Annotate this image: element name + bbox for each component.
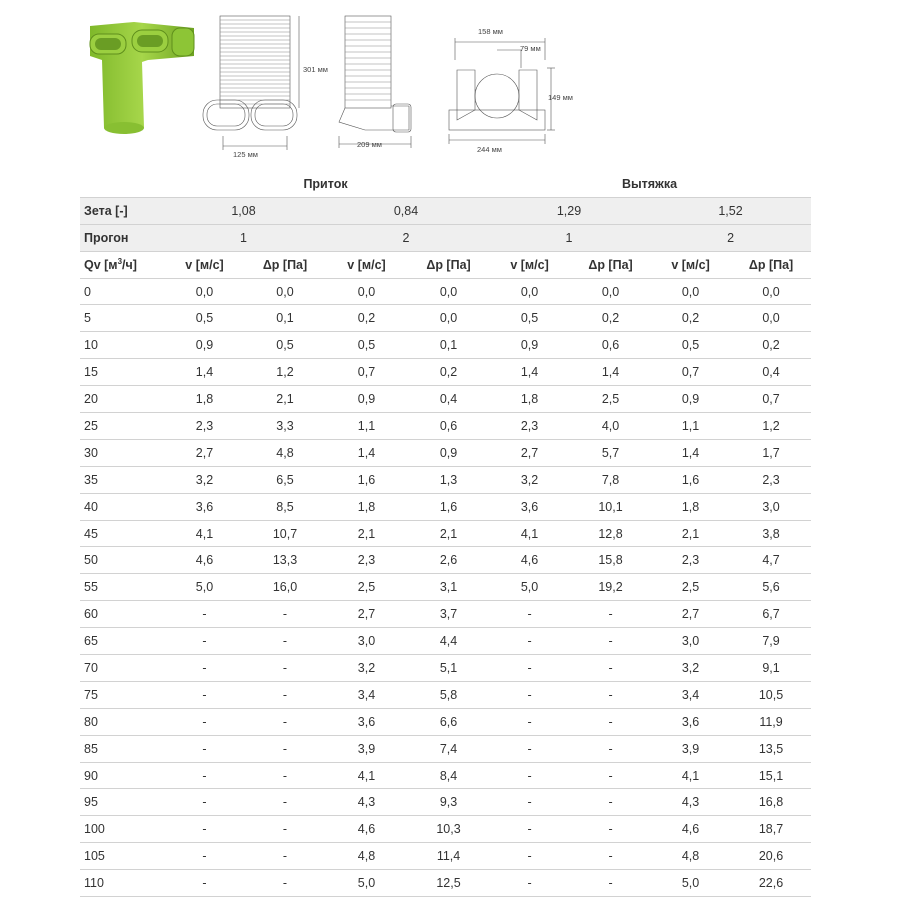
dim-height: 301 мм <box>303 65 328 74</box>
table-cell: 0,9 <box>488 332 571 359</box>
table-row <box>80 305 811 332</box>
table-cell: 19,2 <box>571 574 650 601</box>
table-cell: 2,6 <box>409 547 488 574</box>
table-cell: 2,5 <box>650 574 731 601</box>
column-header: Δp [Па] <box>731 251 811 278</box>
column-header: v [м/с] <box>488 251 571 278</box>
column-header: Δp [Па] <box>571 251 650 278</box>
table-row <box>80 439 811 466</box>
column-header: Δp [Па] <box>246 251 324 278</box>
table-cell: 0,0 <box>731 305 811 332</box>
table-cell: 11,4 <box>409 843 488 870</box>
qv-cell: 45 <box>80 520 163 547</box>
table-cell: 3,2 <box>163 466 246 493</box>
zeta-value: 1,52 <box>650 197 811 224</box>
table-cell: 1,6 <box>324 466 409 493</box>
table-cell: - <box>571 762 650 789</box>
table-cell: 0,2 <box>650 305 731 332</box>
table-cell: - <box>571 655 650 682</box>
table-cell: 3,8 <box>731 520 811 547</box>
table-cell: 0,0 <box>488 278 571 305</box>
table-cell: 1,8 <box>324 493 409 520</box>
performance-table <box>80 171 811 897</box>
progon-value: 2 <box>324 224 488 251</box>
table-cell: 3,4 <box>650 681 731 708</box>
table-cell: 0,2 <box>409 359 488 386</box>
table-cell: 0,7 <box>650 359 731 386</box>
table-row <box>80 681 811 708</box>
table-cell: 3,2 <box>650 655 731 682</box>
table-row <box>80 601 811 628</box>
qv-cell: 80 <box>80 708 163 735</box>
progon-value: 1 <box>163 224 324 251</box>
table-cell: 13,5 <box>731 735 811 762</box>
dim-section-height: 149 мм <box>548 93 573 102</box>
table-cell: 3,6 <box>650 708 731 735</box>
table-cell: - <box>571 816 650 843</box>
table-cell: 0,1 <box>409 332 488 359</box>
group-header-supply: Приток <box>163 171 488 197</box>
table-cell: 15,8 <box>571 547 650 574</box>
qv-cell: 85 <box>80 735 163 762</box>
table-cell: 1,6 <box>650 466 731 493</box>
table-cell: 0,5 <box>650 332 731 359</box>
table-cell: 2,1 <box>324 520 409 547</box>
table-cell: 10,3 <box>409 816 488 843</box>
table-cell: 0,0 <box>163 278 246 305</box>
table-cell: - <box>246 789 324 816</box>
table-cell: 1,4 <box>650 439 731 466</box>
dim-top-width: 158 мм <box>478 27 503 36</box>
table-cell: 0,5 <box>488 305 571 332</box>
table-cell: 0,7 <box>731 386 811 413</box>
progon-row <box>80 224 811 251</box>
table-cell: 3,9 <box>324 735 409 762</box>
qv-cell: 70 <box>80 655 163 682</box>
data-rows <box>80 278 811 896</box>
table-cell: 4,4 <box>409 628 488 655</box>
table-cell: - <box>163 843 246 870</box>
table-cell: 18,7 <box>731 816 811 843</box>
table-cell: - <box>571 789 650 816</box>
table-cell: 0,9 <box>324 386 409 413</box>
table-cell: - <box>571 681 650 708</box>
table-cell: 0,4 <box>731 359 811 386</box>
table-cell: 1,3 <box>409 466 488 493</box>
table-cell: - <box>163 601 246 628</box>
table-cell: 1,1 <box>650 413 731 440</box>
table-cell: 4,1 <box>324 762 409 789</box>
table-cell: - <box>163 789 246 816</box>
table-cell: 2,3 <box>324 547 409 574</box>
table-cell: 3,7 <box>409 601 488 628</box>
table-cell: 5,8 <box>409 681 488 708</box>
table-row <box>80 413 811 440</box>
qv-cell: 50 <box>80 547 163 574</box>
table-cell: 0,0 <box>571 278 650 305</box>
column-header-row <box>80 251 811 278</box>
table-cell: - <box>246 843 324 870</box>
dim-base-width: 244 мм <box>477 145 502 154</box>
table-cell: 2,3 <box>731 466 811 493</box>
table-cell: 0,2 <box>324 305 409 332</box>
table-cell: 4,0 <box>571 413 650 440</box>
column-header: v [м/с] <box>650 251 731 278</box>
table-cell: 1,8 <box>163 386 246 413</box>
qv-cell: 110 <box>80 870 163 897</box>
table-cell: 10,7 <box>246 520 324 547</box>
table-cell: - <box>246 628 324 655</box>
qv-cell: 15 <box>80 359 163 386</box>
table-cell: 1,4 <box>488 359 571 386</box>
table-cell: 4,6 <box>650 816 731 843</box>
table-cell: - <box>163 762 246 789</box>
table-cell: - <box>488 655 571 682</box>
table-cell: 9,3 <box>409 789 488 816</box>
qv-cell: 60 <box>80 601 163 628</box>
qv-cell: 10 <box>80 332 163 359</box>
qv-cell: 55 <box>80 574 163 601</box>
table-row <box>80 628 811 655</box>
table-cell: - <box>163 870 246 897</box>
table-cell: 3,1 <box>409 574 488 601</box>
table-cell: 1,2 <box>246 359 324 386</box>
table-cell: 4,8 <box>324 843 409 870</box>
table-row <box>80 574 811 601</box>
qv-cell: 75 <box>80 681 163 708</box>
table-cell: 2,7 <box>163 439 246 466</box>
table-cell: - <box>488 789 571 816</box>
table-cell: 4,6 <box>488 547 571 574</box>
table-row <box>80 278 811 305</box>
table-cell: 0,5 <box>163 305 246 332</box>
table-cell: 11,9 <box>731 708 811 735</box>
table-cell: - <box>163 735 246 762</box>
table-cell: - <box>163 655 246 682</box>
table-cell: 2,3 <box>488 413 571 440</box>
table-cell: - <box>571 628 650 655</box>
table-cell: - <box>246 870 324 897</box>
table-cell: 2,3 <box>650 547 731 574</box>
table-cell: 5,0 <box>650 870 731 897</box>
table-cell: 2,1 <box>409 520 488 547</box>
table-cell: 22,6 <box>731 870 811 897</box>
table-cell: 2,3 <box>163 413 246 440</box>
table-cell: - <box>571 843 650 870</box>
dimension-labels <box>0 0 900 170</box>
table-cell: 5,7 <box>571 439 650 466</box>
table-cell: 7,9 <box>731 628 811 655</box>
table-cell: 6,5 <box>246 466 324 493</box>
dim-depth-side: 209 мм <box>357 140 382 149</box>
table-cell: 0,0 <box>731 278 811 305</box>
table-cell: - <box>246 655 324 682</box>
table-cell: 1,8 <box>650 493 731 520</box>
column-header: Δp [Па] <box>409 251 488 278</box>
column-header: v [м/с] <box>163 251 246 278</box>
table-cell: 5,0 <box>488 574 571 601</box>
table-cell: - <box>163 681 246 708</box>
table-cell: 15,1 <box>731 762 811 789</box>
table-cell: 20,6 <box>731 843 811 870</box>
progon-value: 2 <box>650 224 811 251</box>
table-cell: - <box>163 708 246 735</box>
qv-cell: 30 <box>80 439 163 466</box>
table-row <box>80 708 811 735</box>
table-cell: 3,6 <box>488 493 571 520</box>
column-header: v [м/с] <box>324 251 409 278</box>
table-cell: - <box>488 843 571 870</box>
table-cell: 3,0 <box>650 628 731 655</box>
table-cell: - <box>246 681 324 708</box>
group-header-row <box>80 171 811 197</box>
table-cell: 4,6 <box>163 547 246 574</box>
product-drawings <box>0 0 900 170</box>
progon-label: Прогон <box>80 224 163 251</box>
table-cell: - <box>163 816 246 843</box>
table-cell: 2,7 <box>650 601 731 628</box>
qv-header: Qv $[м^3/ч]$ <box>80 251 163 278</box>
qv-cell: 65 <box>80 628 163 655</box>
table-cell: 5,0 <box>324 870 409 897</box>
table-cell: - <box>488 870 571 897</box>
table-cell: 1,1 <box>324 413 409 440</box>
table-cell: 1,2 <box>731 413 811 440</box>
table-row <box>80 655 811 682</box>
qv-cell: 0 <box>80 278 163 305</box>
table-cell: 8,4 <box>409 762 488 789</box>
table-cell: 0,6 <box>571 332 650 359</box>
table-cell: 0,5 <box>324 332 409 359</box>
table-cell: 1,4 <box>571 359 650 386</box>
table-row <box>80 332 811 359</box>
table-cell: 4,1 <box>488 520 571 547</box>
table-row <box>80 386 811 413</box>
table-cell: - <box>246 735 324 762</box>
table-cell: 2,1 <box>650 520 731 547</box>
table-cell: 6,7 <box>731 601 811 628</box>
table-cell: 16,8 <box>731 789 811 816</box>
table-cell: 0,9 <box>409 439 488 466</box>
table-cell: - <box>488 816 571 843</box>
table-cell: - <box>488 628 571 655</box>
table-cell: 0,9 <box>650 386 731 413</box>
table-cell: 1,6 <box>409 493 488 520</box>
table-cell: 3,9 <box>650 735 731 762</box>
table-cell: 4,8 <box>650 843 731 870</box>
qv-cell: 105 <box>80 843 163 870</box>
qv-cell: 25 <box>80 413 163 440</box>
table-cell: 5,6 <box>731 574 811 601</box>
table-cell: 12,5 <box>409 870 488 897</box>
table-cell: 2,1 <box>246 386 324 413</box>
group-header-exhaust: Вытяжка <box>488 171 811 197</box>
table-row <box>80 493 811 520</box>
table-row <box>80 870 811 897</box>
table-cell: 3,4 <box>324 681 409 708</box>
table-cell: - <box>246 816 324 843</box>
qv-cell: 20 <box>80 386 163 413</box>
table-cell: - <box>488 735 571 762</box>
dim-width-front: 125 мм <box>233 150 258 159</box>
qv-cell: 35 <box>80 466 163 493</box>
table-cell: 0,2 <box>571 305 650 332</box>
zeta-value: 0,84 <box>324 197 488 224</box>
table-cell: 0,6 <box>409 413 488 440</box>
table-cell: 1,7 <box>731 439 811 466</box>
table-cell: - <box>488 681 571 708</box>
table-cell: - <box>571 735 650 762</box>
table-cell: 0,1 <box>246 305 324 332</box>
table-cell: - <box>488 601 571 628</box>
table-cell: 2,5 <box>571 386 650 413</box>
table-cell: 10,5 <box>731 681 811 708</box>
progon-value: 1 <box>488 224 650 251</box>
zeta-row <box>80 197 811 224</box>
table-cell: 0,0 <box>324 278 409 305</box>
table-cell: 9,1 <box>731 655 811 682</box>
table-cell: 4,3 <box>324 789 409 816</box>
qv-cell: 100 <box>80 816 163 843</box>
table-cell: 3,2 <box>324 655 409 682</box>
table-cell: 2,7 <box>488 439 571 466</box>
table-cell: 6,6 <box>409 708 488 735</box>
table-cell: - <box>571 870 650 897</box>
table-cell: 10,1 <box>571 493 650 520</box>
table-row <box>80 735 811 762</box>
table-cell: - <box>488 762 571 789</box>
table-cell: 0,0 <box>409 278 488 305</box>
table-row <box>80 762 811 789</box>
table-cell: 3,6 <box>324 708 409 735</box>
table-cell: 2,7 <box>324 601 409 628</box>
table-cell: 5,1 <box>409 655 488 682</box>
table-cell: 3,6 <box>163 493 246 520</box>
zeta-value: 1,29 <box>488 197 650 224</box>
table-cell: 0,2 <box>731 332 811 359</box>
table-cell: - <box>246 762 324 789</box>
table-cell: - <box>488 708 571 735</box>
table-cell: 0,5 <box>246 332 324 359</box>
table-cell: 1,4 <box>324 439 409 466</box>
zeta-value: 1,08 <box>163 197 324 224</box>
table-cell: 8,5 <box>246 493 324 520</box>
table-cell: 3,0 <box>731 493 811 520</box>
table-row <box>80 816 811 843</box>
table-row <box>80 789 811 816</box>
table-cell: 3,3 <box>246 413 324 440</box>
table-row <box>80 520 811 547</box>
table-row <box>80 843 811 870</box>
table-cell: 2,5 <box>324 574 409 601</box>
table-cell: 4,7 <box>731 547 811 574</box>
table-cell: 0,0 <box>650 278 731 305</box>
table-cell: 1,8 <box>488 386 571 413</box>
qv-cell: 5 <box>80 305 163 332</box>
table-row <box>80 547 811 574</box>
table-cell: 4,8 <box>246 439 324 466</box>
table-cell: - <box>571 601 650 628</box>
table-cell: 12,8 <box>571 520 650 547</box>
table-cell: 7,4 <box>409 735 488 762</box>
table-cell: 3,0 <box>324 628 409 655</box>
table-cell: - <box>246 708 324 735</box>
table-cell: 0,0 <box>246 278 324 305</box>
qv-cell: 95 <box>80 789 163 816</box>
table-row <box>80 466 811 493</box>
table-cell: 13,3 <box>246 547 324 574</box>
table-cell: 4,1 <box>163 520 246 547</box>
table-cell: 5,0 <box>163 574 246 601</box>
table-cell: 4,1 <box>650 762 731 789</box>
table-cell: - <box>163 628 246 655</box>
qv-cell: 40 <box>80 493 163 520</box>
table-cell: 7,8 <box>571 466 650 493</box>
table-cell: - <box>246 601 324 628</box>
zeta-label: Зета [-] <box>80 197 163 224</box>
table-cell: 16,0 <box>246 574 324 601</box>
table-cell: 4,6 <box>324 816 409 843</box>
table-cell: 0,7 <box>324 359 409 386</box>
table-cell: 0,4 <box>409 386 488 413</box>
table-cell: 0,0 <box>409 305 488 332</box>
table-cell: - <box>571 708 650 735</box>
table-cell: 3,2 <box>488 466 571 493</box>
table-row <box>80 359 811 386</box>
table-cell: 4,3 <box>650 789 731 816</box>
table-cell: 1,4 <box>163 359 246 386</box>
table-cell: 0,9 <box>163 332 246 359</box>
qv-cell: 90 <box>80 762 163 789</box>
dim-outlet-width: 79 мм <box>520 44 541 53</box>
